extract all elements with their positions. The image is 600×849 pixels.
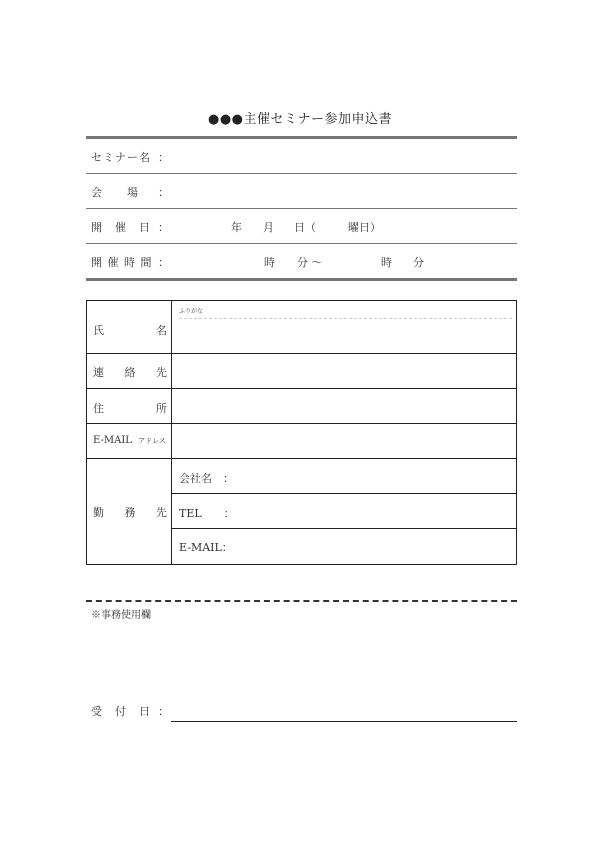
time-min-start: 分 〜 bbox=[297, 256, 323, 269]
company-label: 会社名 ： bbox=[179, 472, 234, 485]
form-title: ●●●主催セミナー参加申込書 bbox=[207, 112, 393, 127]
email-label: E-MAIL アドレス bbox=[93, 435, 166, 446]
furigana-label: ふりがな bbox=[179, 308, 204, 315]
applicant-table bbox=[86, 300, 517, 565]
office-use-label: ※事務使用欄 bbox=[91, 610, 151, 621]
divider bbox=[86, 173, 517, 174]
time-label: 開 催 時 間 bbox=[91, 256, 153, 269]
divider bbox=[86, 243, 517, 244]
received-date-line bbox=[171, 721, 517, 722]
row-divider bbox=[87, 458, 516, 459]
venue-label: 会 場 bbox=[91, 186, 139, 199]
row-divider bbox=[87, 388, 516, 389]
venue-colon: ： bbox=[158, 186, 169, 199]
time-min-end: 分 bbox=[413, 256, 424, 269]
workplace-label: 勤 務 先 bbox=[93, 506, 167, 519]
time-colon: ： bbox=[158, 256, 169, 269]
time-hour-end: 時 bbox=[381, 256, 392, 269]
date-weekday: 曜日） bbox=[348, 221, 381, 234]
seminar-name-label: セミナー名 bbox=[91, 151, 151, 164]
received-date-colon: ： bbox=[158, 705, 169, 718]
name-label: 氏 名 bbox=[93, 324, 167, 337]
divider bbox=[86, 208, 517, 209]
date-label: 開 催 日 bbox=[91, 221, 151, 234]
time-hour-start: 時 bbox=[264, 256, 275, 269]
row-divider bbox=[172, 493, 516, 494]
cut-line bbox=[86, 600, 517, 602]
column-divider bbox=[171, 301, 172, 564]
work-email-label: E-MAIL： bbox=[179, 541, 233, 554]
seminar-name-colon: ： bbox=[158, 151, 169, 164]
furigana-guide bbox=[179, 318, 512, 319]
contact-label: 連 絡 先 bbox=[93, 366, 167, 379]
tel-label: TEL ： bbox=[179, 507, 235, 520]
date-day: 日（ bbox=[294, 221, 316, 234]
received-date-label: 受 付 日 bbox=[91, 705, 151, 718]
address-label: 住 所 bbox=[93, 402, 167, 415]
bottom-rule bbox=[86, 278, 517, 281]
date-month: 月 bbox=[263, 221, 274, 234]
row-divider bbox=[87, 353, 516, 354]
date-colon: ： bbox=[158, 221, 169, 234]
date-year: 年 bbox=[231, 221, 242, 234]
row-divider bbox=[172, 528, 516, 529]
row-divider bbox=[87, 423, 516, 424]
top-rule bbox=[86, 136, 517, 139]
